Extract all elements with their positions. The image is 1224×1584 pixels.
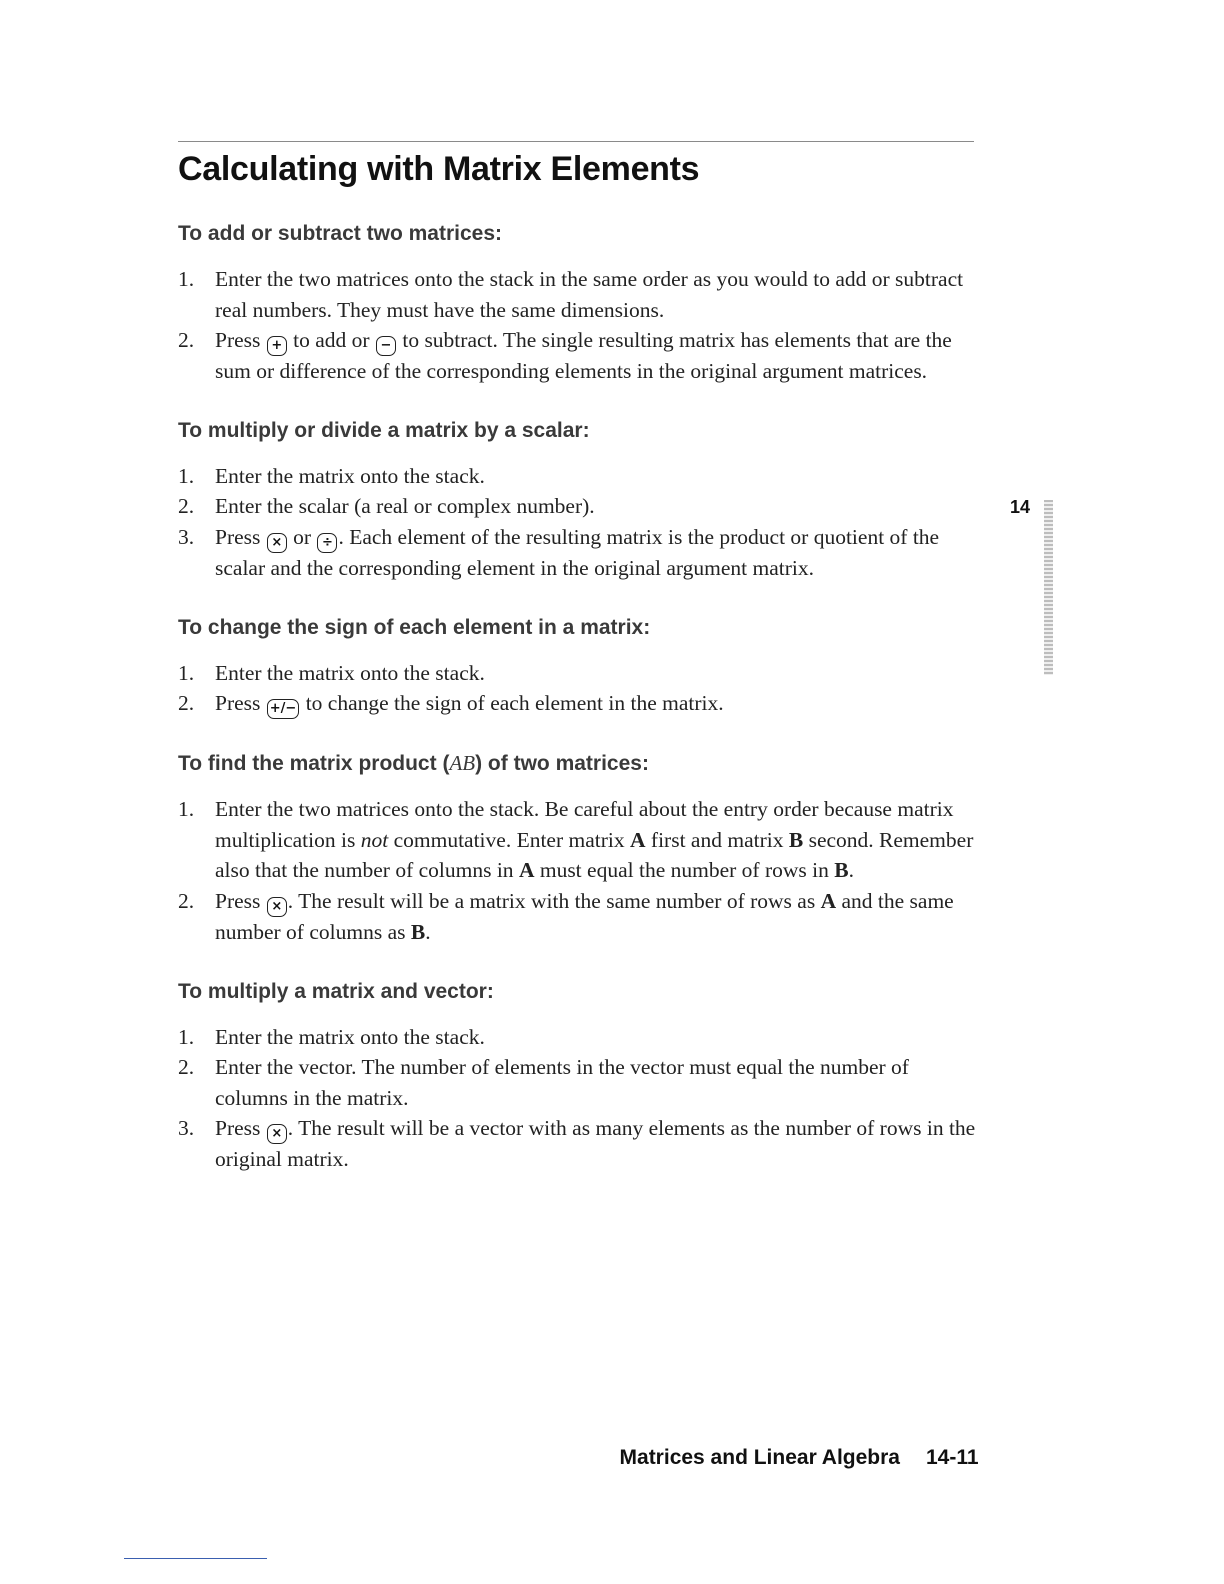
step-number: 2. [178,494,195,519]
section-add-subtract [178,222,978,387]
step-list [178,1022,978,1175]
matrix-symbol: A [820,888,837,913]
step-text: Enter the vector. The number of elements in the vector must equal the number of columns in the matrix. [215,1055,909,1110]
step-text: to change the sign of each element in the matrix. [305,691,724,716]
step-text: Press [215,1116,261,1141]
step-text: and the same number of columns as [215,888,954,944]
footer-page-number: 14-11 [926,1446,979,1469]
step-list [178,264,978,387]
section-heading: To multiply or divide a matrix by a scalar: [178,418,590,442]
step [178,461,978,492]
step-text: Enter the scalar (a real or complex number). [215,494,595,519]
matrix-symbol: A [630,827,646,852]
change-sign-key-icon: +/− [267,699,300,719]
step-text: Enter the matrix onto the stack. [215,660,485,685]
minus-key-icon: − [376,336,396,356]
step [178,1113,978,1175]
step-list [178,658,978,720]
step-number: 1. [178,797,195,822]
content [178,222,978,1207]
step [178,522,978,584]
divide-key-icon: ÷ [317,533,337,553]
step-text: Press [215,328,261,353]
step-text: must equal the number of rows in [539,858,829,883]
page-title: Calculating with Matrix Elements [178,150,700,188]
step-number: 2. [178,1055,195,1080]
step-list [178,461,978,584]
step [178,325,978,387]
multiply-key-icon: × [267,897,287,917]
section-change-sign [178,616,978,720]
step-text: Enter the two matrices onto the stack. Be careful about the entry order because matrix multiplication is [215,797,954,852]
step-number: 1. [178,1024,195,1049]
step-number: 2. [178,888,195,913]
step-list [178,794,978,947]
step-number: 3. [178,524,195,549]
step-text: Enter the two matrices onto the stack in the same order as you would to add or subtract real numbers. They must have the same dimensions. [215,267,964,322]
step-number: 2. [178,328,195,353]
step-number: 1. [178,463,195,488]
step-text: Press [215,691,261,716]
step [178,658,978,689]
top-rule [178,141,974,142]
step-text: Press [215,888,261,913]
step-text: second. Remember also that the number of columns in [215,827,974,883]
section-scalar [178,419,978,584]
step-text: . [848,858,854,883]
chapter-tab-bar [1044,500,1053,675]
step-text: first and matrix [650,827,784,852]
matrix-symbol: B [410,919,426,944]
multiply-key-icon: × [267,1124,287,1144]
matrix-symbol: B [788,827,804,852]
step-text: . The result will be a matrix with the same number of rows as [287,888,816,913]
step-text: Enter the matrix onto the stack. [215,463,485,488]
section-heading: To add or subtract two matrices: [178,222,502,245]
step-number: 1. [178,267,195,291]
step-text: to subtract. The single resulting matrix has elements that are the sum or difference of the corresponding elements in the original argument matrices. [215,328,952,384]
step-number: 3. [178,1116,195,1141]
multiply-key-icon: × [267,533,287,553]
plus-key-icon: + [267,336,287,356]
footer-title: Matrices and Linear Algebra [619,1446,900,1469]
heading-text: ) of two matrices: [475,752,649,776]
step-text: . [425,919,431,944]
step [178,1052,978,1113]
heading-text: To find the matrix product ( [178,752,450,776]
section-heading: To multiply a matrix and vector: [178,979,494,1003]
bottom-rule [124,1558,267,1559]
section-matrix-product [178,751,978,947]
step-emphasis: not [360,827,389,852]
step-text: Enter the matrix onto the stack. [215,1024,485,1049]
step-text: commutative. Enter matrix [393,827,625,852]
section-heading [178,751,978,776]
step [178,264,978,325]
step-text: Press [215,524,261,549]
step [178,688,978,719]
step-text: . Each element of the resulting matrix is the product or quotient of the scalar and the corresponding element in the original argument matrix. [215,524,940,580]
chapter-tab-number: 14 [1010,497,1031,517]
heading-math: AB [449,751,476,776]
step [178,491,978,522]
step-text: to add or [293,328,370,353]
step-number: 2. [178,691,195,716]
step-text: or [293,524,312,549]
step [178,794,978,886]
step-text: . The result will be a vector with as many elements as the number of rows in the original matrix. [215,1116,976,1172]
section-matrix-vector [178,980,978,1175]
matrix-symbol: A [518,858,535,883]
step-number: 1. [178,660,195,685]
step [178,1022,978,1053]
step [178,886,978,948]
section-heading: To change the sign of each element in a matrix: [178,615,651,639]
matrix-symbol: B [834,858,849,883]
